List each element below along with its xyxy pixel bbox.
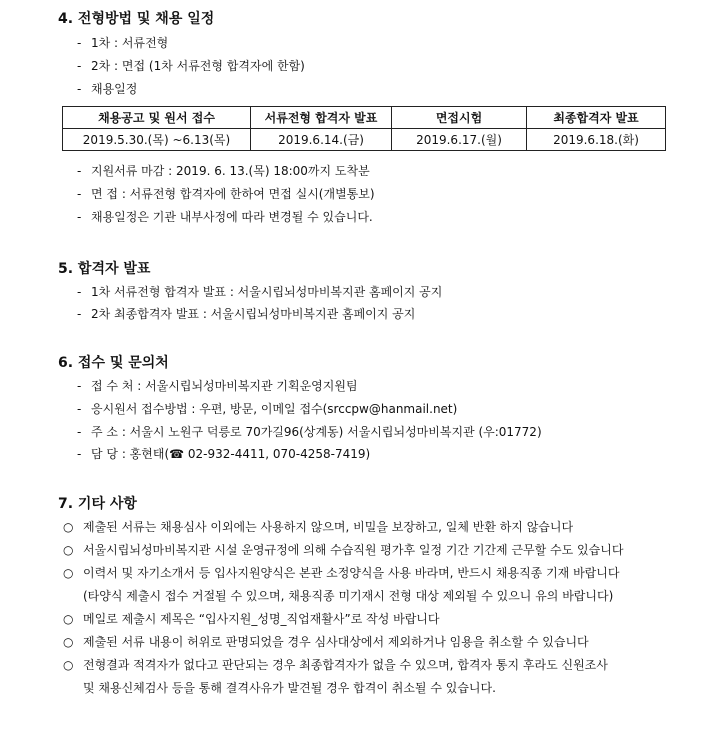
table-header: 최종합격자 발표 (527, 107, 666, 129)
list-item: - 1차 서류전형 합격자 발표 : 서울시립뇌성마비복지관 홈페이지 공지 (77, 285, 443, 299)
list-item: - 채용일정 (77, 82, 138, 96)
circle-bullet-icon: ○ (63, 635, 74, 649)
list-item: - 채용일정은 기관 내부사정에 따라 변경될 수 있습니다. (77, 210, 373, 224)
section5-title: 5. 합격자 발표 (58, 261, 151, 277)
list-item: ○ 전형결과 적격자가 없다고 판단되는 경우 최종합격자가 없을 수 있으며, 합격자 통지 후라도 신원조사 (63, 658, 608, 672)
section7-title: 7. 기타 사항 (58, 496, 137, 512)
list-item: ○ 이력서 및 자기소개서 등 입사지원양식은 본관 소정양식을 사용 바라며, 반드시 채용직종 기재 바랍니다 (63, 566, 620, 580)
list-item: - 지원서류 마감 : 2019. 6. 13.(목) 18:00까지 도착분 (77, 164, 370, 178)
list-item: ○ 메일로 제출시 제목은 “입사지원_성명_직업재활사”로 작성 바랍니다 (63, 612, 440, 626)
table-row (63, 129, 666, 151)
list-item: - 2차 최종합격자 발표 : 서울시립뇌성마비복지관 홈페이지 공지 (77, 307, 416, 321)
table-cell: 2019.6.17.(월) (392, 129, 527, 151)
list-item: - 1차 : 서류전형 (77, 36, 169, 50)
table-header: 채용공고 및 원서 접수 (63, 107, 251, 129)
list-item: ○ 제출된 서류 내용이 허위로 판명되었을 경우 심사대상에서 제외하거나 임용을 취소할 수 있습니다 (63, 635, 589, 649)
circle-bullet-icon: ○ (63, 543, 74, 557)
circle-bullet-icon: ○ (63, 612, 74, 626)
table-header: 면접시험 (392, 107, 527, 129)
table-cell: 2019.6.18.(화) (527, 129, 666, 151)
section4-title: 4. 전형방법 및 채용 일정 (58, 11, 215, 27)
circle-bullet-icon: ○ (63, 520, 74, 534)
list-item-continuation: 및 채용신체검사 등을 통해 결격사유가 발견될 경우 합격이 취소될 수 있습니다. (83, 681, 496, 695)
list-item: ○ 제출된 서류는 채용심사 이외에는 사용하지 않으며, 비밀을 보장하고, 일체 반환 하지 않습니다 (63, 520, 574, 534)
list-item: - 면 접 : 서류전형 합격자에 한하여 면접 실시(개별통보) (77, 187, 375, 201)
list-item: - 접 수 처 : 서울시립뇌성마비복지관 기획운영지원팀 (77, 379, 358, 393)
table-cell: 2019.5.30.(목) ~6.13(목) (63, 129, 251, 151)
list-item: - 담 당 : 홍현태(☎ 02-932-4411, 070-4258-7419) (77, 447, 371, 461)
schedule-table (62, 106, 666, 151)
circle-bullet-icon: ○ (63, 566, 74, 580)
list-item: - 2차 : 면접 (1차 서류전형 합격자에 한함) (77, 59, 305, 73)
table-cell: 2019.6.14.(금) (251, 129, 392, 151)
section6-title: 6. 접수 및 문의처 (58, 355, 169, 371)
list-item-continuation: (타양식 제출시 접수 거절될 수 있으며, 채용직종 미기재시 전형 대상 제외될 수 있으니 유의 바랍니다) (83, 589, 614, 603)
table-header-row (63, 107, 666, 129)
circle-bullet-icon: ○ (63, 658, 74, 672)
list-item: ○ 서울시립뇌성마비복지관 시설 운영규정에 의해 수습직원 평가후 일정 기간 기간제 근무할 수도 있습니다 (63, 543, 624, 557)
table-header: 서류전형 합격자 발표 (251, 107, 392, 129)
list-item: - 주 소 : 서울시 노원구 덕릉로 70가길96(상계동) 서울시립뇌성마비복지관 (우:01772) (77, 425, 542, 439)
list-item: - 응시원서 접수방법 : 우편, 방문, 이메일 접수(srccpw@hanmail.net) (77, 402, 458, 416)
